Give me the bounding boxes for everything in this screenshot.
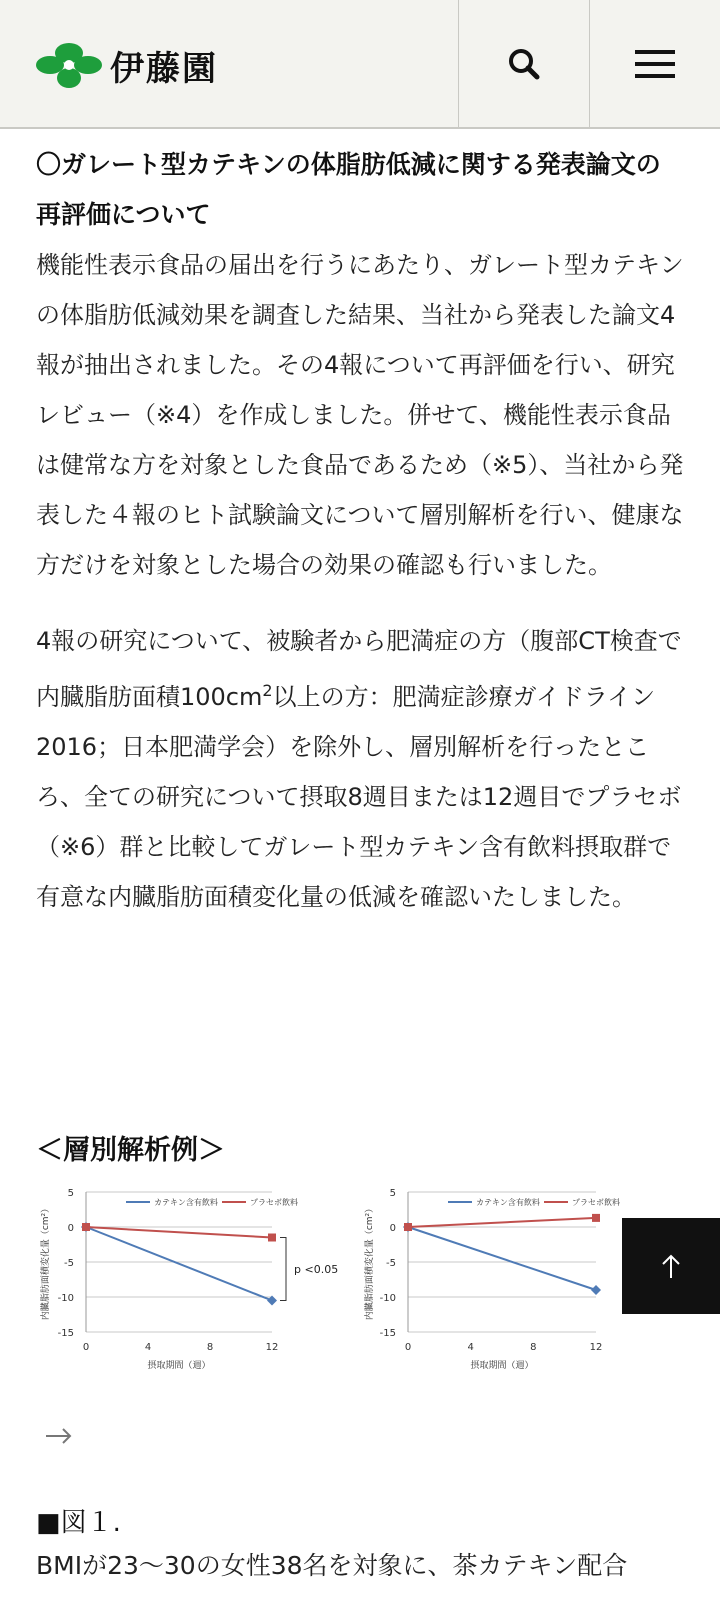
- chart-1-significance-bracket: [280, 1238, 286, 1301]
- hamburger-menu-icon: [635, 48, 675, 80]
- chart-2-ytick-label: 5: [389, 1188, 396, 1199]
- paragraph-2-text-a: 4報の研究について、被験者から肥満症の方（腹部CT検査で内臓脂肪面積100cm: [36, 627, 682, 711]
- chart-1-legend-label: カテキン含有飲料: [154, 1198, 218, 1207]
- chart-2-xtick-label: 0: [404, 1342, 412, 1353]
- paragraph-1: 機能性表示食品の届出を行うにあたり、ガレート型カテキンの体脂肪低減効果を調査した結果、当社から発表した論文4報が抽出されました。その4報について再評価を行い、研究レビュー（※4）を作成しました。併せて、機能性表示食品は健常な方を対象とした食品であるため（※5）、当社から発表した４報のヒト試験論文について層別解析を行い、健康な方だけを対象とした場合の効果の確認も行いました。: [36, 251, 684, 579]
- site-header: [0, 0, 720, 129]
- chart-1-data-point: [268, 1234, 276, 1242]
- chart-1-ytick-label: -15: [57, 1328, 74, 1339]
- chart-2-data-point: [591, 1285, 601, 1295]
- arrow-up-icon: [660, 1252, 682, 1280]
- chart-1-annotation: p <0.05: [294, 1263, 339, 1276]
- article-body: [36, 140, 684, 922]
- chart-2-series-line: [408, 1227, 596, 1290]
- chart-1-ytick-label: -10: [57, 1293, 74, 1304]
- search-icon: [507, 47, 541, 81]
- charts-area: [36, 1180, 684, 1420]
- chart-1-ytick-label: 5: [67, 1188, 74, 1199]
- superscript-2: 2: [262, 681, 273, 700]
- chart-1-xtick-label: 12: [265, 1342, 279, 1353]
- figure-1-label: ■図１.: [36, 1508, 121, 1538]
- chart-2-xtick-label: 12: [589, 1342, 603, 1353]
- chart-2-ytick-label: -5: [386, 1258, 396, 1269]
- chart-1-ytick-label: 0: [67, 1223, 74, 1234]
- leaf-logo-icon: [36, 40, 102, 90]
- brand-logo[interactable]: [36, 40, 218, 90]
- chart-1-xlabel: 摂取期間（週）: [147, 1361, 211, 1371]
- chart-1-legend-label: プラセボ飲料: [250, 1198, 298, 1207]
- chart-1-xtick-label: 8: [206, 1342, 214, 1353]
- figure-1-description: BMIが23～30の女性38名を対象に、茶カテキン配合: [36, 1551, 628, 1580]
- chart-2-data-point: [404, 1223, 412, 1231]
- chart-2-xlabel: 摂取期間（週）: [470, 1361, 534, 1371]
- search-button[interactable]: [458, 0, 589, 127]
- chart-2-legend-label: カテキン含有飲料: [476, 1198, 540, 1207]
- chart-1-series-line: [86, 1227, 272, 1301]
- chart-2-xtick-label: 4: [467, 1342, 474, 1353]
- chart-1-xtick-label: 0: [82, 1342, 90, 1353]
- scroll-to-top-button[interactable]: [622, 1218, 720, 1314]
- paragraph-2-text-b: 以上の方：肥満症診療ガイドライン2016；日本肥満学会）を除外し、層別解析を行ったところ、全ての研究について摂取8週目または12週目でプラセボ（※6）群と比較してガレート型カテキン含有飲料摂取群で有意な内臓脂肪面積変化量の低減を確認いたしました。: [36, 683, 682, 911]
- chart-2-ytick-label: -10: [379, 1293, 396, 1304]
- paragraph-2: [36, 616, 684, 922]
- menu-button[interactable]: [589, 0, 720, 127]
- chart-2-legend-label: プラセボ飲料: [572, 1198, 620, 1207]
- chart-2-series-line: [408, 1218, 596, 1227]
- stratified-analysis-heading: ＜層別解析例＞: [36, 1135, 225, 1166]
- chart-1-series-line: [86, 1227, 272, 1238]
- chart-2-ylabel: 内臓脂肪面積変化量（cm²）: [365, 1203, 375, 1321]
- chart-1-ytick-label: -5: [64, 1258, 74, 1269]
- chart-1-ylabel: 内臓脂肪面積変化量（cm²）: [41, 1203, 51, 1321]
- logo-text: 伊藤園: [110, 48, 218, 89]
- chart-1-data-point: [82, 1223, 90, 1231]
- chart-1-xtick-label: 4: [144, 1342, 152, 1353]
- arrow-right-icon[interactable]: [44, 1424, 74, 1448]
- chart-2-data-point: [592, 1214, 600, 1222]
- section-heading: 〇ガレート型カテキンの体脂肪低減に関する発表論文の再評価について: [36, 150, 661, 229]
- chart-2-ytick-label: 0: [389, 1223, 396, 1234]
- chart-2-ytick-label: -15: [379, 1328, 396, 1339]
- chart-2-xtick-label: 8: [530, 1342, 537, 1353]
